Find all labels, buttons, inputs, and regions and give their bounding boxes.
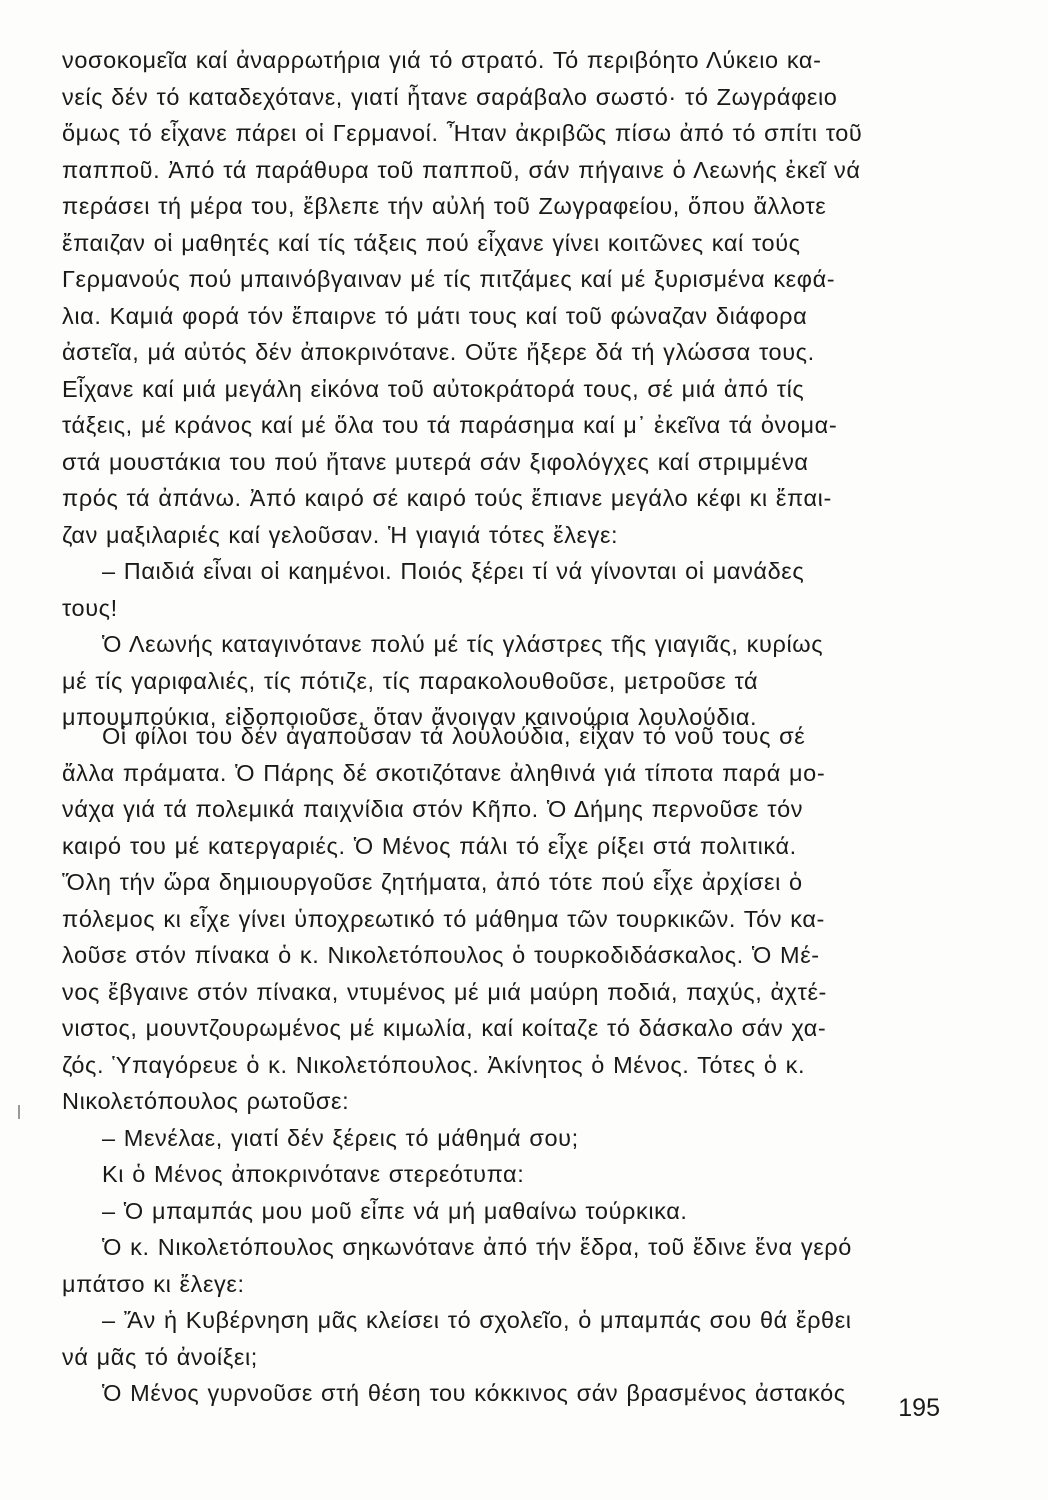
text-line: λοῦσε στόν πίνακα ὁ κ. Νικολετόπουλος ὁ τουρκοδιδάσκαλος. Ὁ Μέ-	[62, 942, 820, 968]
text-line: ἔπαιζαν οἱ μαθητές καί τίς τάξεις πού εἶχανε γίνει κοιτῶνες καί τούς	[62, 229, 801, 256]
dialogue-line: – Παιδιά εἶναι οἱ καημένοι. Ποιός ξέρει τί νά γίνονται οἱ μανάδες	[102, 558, 805, 584]
text-line: καιρό του μέ κατεργαριές. Ὁ Μένος πάλι τό εἶχε ρίξει στά πολιτικά.	[62, 832, 797, 859]
page-number: 195	[898, 1394, 940, 1422]
text-block-lower	[62, 718, 937, 1412]
text-line: μπουμπούκια, εἰδοποιοῦσε, ὅταν ἄνοιγαν καινούρια λουλούδια.	[62, 704, 758, 730]
text-line: πόλεμος κι εἶχε γίνει ὑποχρεωτικό τό μάθημα τῶν τουρκικῶν. Τόν κα-	[62, 905, 825, 932]
text-line: στά μουστάκια του πού ἤτανε μυτερά σάν ξιφολόγχες καί στριμμένα	[62, 448, 809, 475]
text-line: μέ τίς γαριφαλιές, τίς πότιζε, τίς παρακολουθοῦσε, μετροῦσε τά	[62, 667, 759, 694]
text-line: Ὁ κ. Νικολετόπουλος σηκωνότανε ἀπό τήν ἕδρα, τοῦ ἔδινε ἕνα γερό	[102, 1234, 852, 1260]
text-line: ζαν μαξιλαριές καί γελοῦσαν. Ἡ γιαγιά τότες ἔλεγε:	[62, 521, 619, 548]
text-line: νιστος, μουντζουρωμένος μέ κιμωλία, καί κοίταζε τό δάσκαλο σάν χα-	[62, 1015, 827, 1041]
text-line: Νικολετόπουλος ρωτοῦσε:	[62, 1088, 350, 1114]
dialogue-line: – Ὁ μπαμπάς μου μοῦ εἶπε νά μή μαθαίνω τούρκικα.	[102, 1197, 688, 1224]
text-line: νοσοκομεῖα καί ἀναρρωτήρια γιά τό στρατό. Τό περιβόητο Λύκειο κα-	[62, 47, 822, 73]
text-line: νά μᾶς τό ἀνοίξει;	[62, 1343, 258, 1370]
text-line: πρός τά ἀπάνω. Ἀπό καιρό σέ καιρό τούς ἔπιανε μεγάλο κέφι κι ἔπαι-	[62, 485, 832, 511]
text-line: τάξεις, μέ κράνος καί μέ ὅλα του τά παράσημα καί μ᾽ ἐκεῖνα τά ὀνομα-	[62, 412, 838, 438]
text-line: ἀστεῖα, μά αὐτός δέν ἀποκρινότανε. Οὔτε ἤξερε δά τή γλώσσα τους.	[62, 339, 815, 365]
text-line: Ὅλη τήν ὥρα δημιουργοῦσε ζητήματα, ἀπό τότε πού εἶχε ἀρχίσει ὁ	[62, 869, 803, 895]
text-line: Κι ὁ Μένος ἀποκρινότανε στερεότυπα:	[102, 1161, 525, 1187]
text-line: Οἱ φίλοι του δέν ἀγαποῦσαν τά λουλούδια, εἶχαν τό νοῦ τους σέ	[102, 723, 806, 749]
text-line: ὅμως τό εἶχανε πάρει οἱ Γερμανοί. Ἦταν ἀκριβῶς πίσω ἀπό τό σπίτι τοῦ	[62, 120, 863, 146]
text-line: μπάτσο κι ἔλεγε:	[62, 1270, 245, 1297]
text-line: Ὁ Μένος γυρνοῦσε στή θέση του κόκκινος σάν βρασμένος ἀστακός	[102, 1380, 846, 1406]
text-line: Ὁ Λεωνής καταγινότανε πολύ μέ τίς γλάστρες τῆς γιαγιᾶς, κυρίως	[102, 631, 824, 657]
text-line: νος ἔβγαινε στόν πίνακα, ντυμένος μέ μιά μαύρη ποδιά, παχύς, ἀχτέ-	[62, 978, 827, 1005]
text-line: ζός. Ὑπαγόρευε ὁ κ. Νικολετόπουλος. Ἀκίνητος ὁ Μένος. Τότες ὁ κ.	[62, 1051, 806, 1078]
text-line: νάχα γιά τά πολεμικά παιχνίδια στόν Κῆπο. Ὁ Δήμης περνοῦσε τόν	[62, 796, 804, 822]
text-line: περάσει τή μέρα του, ἔβλεπε τήν αὐλή τοῦ Ζωγραφείου, ὅπου ἄλλοτε	[62, 193, 827, 219]
text-line: Γερμανούς πού μπαινόβγαιναν μέ τίς πιτζάμες καί μέ ξυρισμένα κεφά-	[62, 266, 836, 292]
text-block-upper	[62, 42, 937, 736]
text-line: Εἶχανε καί μιά μεγάλη εἰκόνα τοῦ αὐτοκράτορά τους, σέ μιά ἀπό τίς	[62, 375, 805, 402]
text-line: λια. Καμιά φορά τόν ἔπαιρνε τό μάτι τους καί τοῦ φώναζαν διάφορα	[62, 302, 808, 329]
margin-mark	[18, 1105, 20, 1119]
text-line: νείς δέν τό καταδεχότανε, γιατί ἦτανε σαράβαλο σωστό· τό Ζωγράφειο	[62, 83, 838, 110]
text-line: ἄλλα πράματα. Ὁ Πάρης δέ σκοτιζότανε ἀληθινά γιά τίποτα παρά μο-	[62, 759, 826, 786]
text-line: παπποῦ. Ἀπό τά παράθυρα τοῦ παπποῦ, σάν πήγαινε ὁ Λεωνής ἐκεῖ νά	[62, 156, 861, 183]
dialogue-line: – Μενέλαε, γιατί δέν ξέρεις τό μάθημά σου;	[102, 1124, 579, 1151]
dialogue-line: – Ἄν ἡ Κυβέρνηση μᾶς κλείσει τό σχολεῖο, ὁ μπαμπάς σου θά ἔρθει	[102, 1307, 852, 1333]
text-line: τους!	[62, 594, 118, 621]
